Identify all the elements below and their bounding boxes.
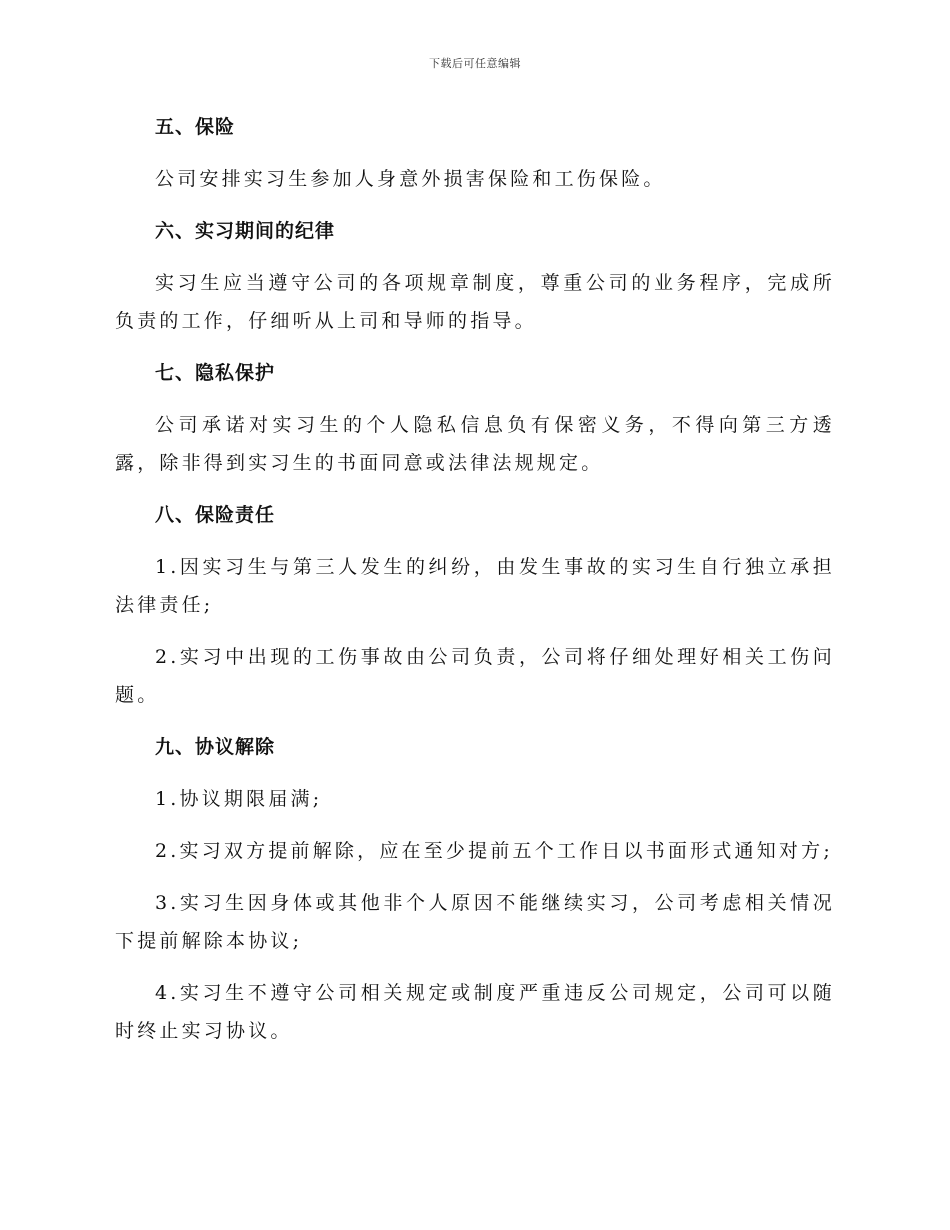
section-paragraph: 1.协议期限届满; — [155, 788, 323, 810]
section-heading-privacy: 七、隐私保护 — [155, 362, 276, 384]
section-paragraph: 实习生应当遵守公司的各项规章制度，尊重公司的业务程序，完成所负责的工作，仔细听从上司和导师的指导。 — [115, 272, 835, 332]
section-paragraph: 4.实习生不遵守公司相关规定或制度严重违反公司规定，公司可以随时终止实习协议。 — [115, 982, 835, 1042]
section-paragraph: 1.因实习生与第三人发生的纠纷，由发生事故的实习生自行独立承担法律责任; — [115, 556, 835, 616]
section-paragraph: 3.实习生因身体或其他非个人原因不能继续实习，公司考虑相关情况下提前解除本协议; — [115, 892, 835, 952]
section-paragraph: 公司安排实习生参加人身意外损害保险和工伤保险。 — [155, 168, 666, 190]
section-heading-liability: 八、保险责任 — [155, 504, 276, 526]
section-heading-insurance: 五、保险 — [155, 116, 236, 138]
document-body — [115, 108, 835, 1064]
section-paragraph: 公司承诺对实习生的个人隐私信息负有保密义务，不得向第三方透露，除非得到实习生的书面同意或法律法规规定。 — [115, 414, 835, 474]
section-heading-discipline: 六、实习期间的纪律 — [155, 220, 336, 242]
section-paragraph: 2.实习中出现的工伤事故由公司负责，公司将仔细处理好相关工伤问题。 — [115, 646, 835, 706]
page-header: 下载后可任意编辑 — [429, 57, 521, 70]
section-heading-termination: 九、协议解除 — [155, 736, 276, 758]
section-paragraph: 2.实习双方提前解除，应在至少提前五个工作日以书面形式通知对方; — [155, 840, 833, 862]
